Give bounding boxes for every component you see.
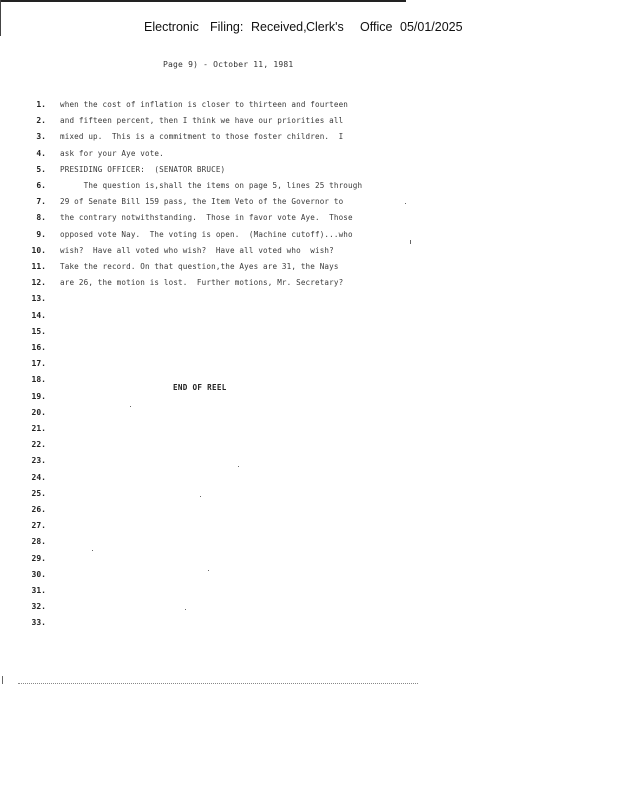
line-number: 16. [31, 343, 46, 352]
stamp-electronic: Electronic [144, 20, 199, 34]
line-number: 10. [31, 245, 46, 255]
line-number: 11. [31, 262, 46, 271]
line-number: 33. [31, 618, 46, 628]
transcript-line [0, 618, 618, 632]
line-text: wish? Have all voted who wish? Have all voted who wish? [60, 245, 334, 255]
transcript-line [0, 116, 618, 130]
scan-top-border [0, 0, 406, 2]
line-number: 30. [31, 569, 46, 579]
line-number: 21. [31, 424, 46, 433]
line-number: 12. [31, 278, 46, 288]
transcript-line [0, 505, 618, 519]
transcript-line [0, 246, 618, 260]
line-number: 28. [31, 537, 46, 547]
line-number: 24. [31, 472, 46, 482]
line-number: 4. [36, 148, 46, 158]
line-text: The question is,shall the items on page 5, lines 25 through [60, 181, 363, 190]
transcript-line [0, 554, 618, 568]
scan-speck [185, 609, 186, 610]
line-text: opposed vote Nay. The voting is open. (Machine cutoff)...who [60, 229, 353, 239]
transcript-line [0, 359, 618, 373]
scan-speck [208, 570, 209, 571]
transcript-line [0, 343, 618, 357]
transcript-line [0, 424, 618, 438]
line-number: 6. [36, 181, 46, 190]
transcript-line [0, 181, 618, 195]
scan-speck [200, 496, 201, 497]
transcript-line [0, 456, 618, 470]
transcript-line [0, 278, 618, 292]
transcript-line [0, 392, 618, 406]
line-number: 8. [36, 213, 46, 223]
scan-speck [410, 240, 411, 244]
line-text: PRESIDING OFFICER: (SENATOR BRUCE) [60, 164, 226, 174]
transcript-line [0, 311, 618, 325]
scan-bottom-noise [18, 683, 418, 690]
transcript-line [0, 473, 618, 487]
end-of-reel: END OF REEL [173, 383, 227, 392]
line-number: 2. [36, 116, 46, 126]
line-number: 25. [31, 488, 46, 498]
line-number: 23. [31, 456, 46, 466]
scan-speck [238, 466, 239, 467]
line-number: 31. [31, 586, 46, 595]
line-number: 5. [36, 164, 46, 174]
transcript-line [0, 408, 618, 422]
line-text: mixed up. This is a commitment to those foster children. I [60, 132, 344, 142]
line-number: 9. [36, 229, 46, 239]
line-number: 14. [31, 310, 46, 320]
line-number: 3. [36, 132, 46, 142]
transcript-line [0, 100, 618, 114]
scan-speck [92, 550, 93, 551]
transcript-line [0, 165, 618, 179]
line-number: 13. [31, 294, 46, 304]
transcript-line [0, 440, 618, 454]
line-number: 17. [31, 359, 46, 369]
line-number: 18. [31, 375, 46, 385]
transcript-line [0, 230, 618, 244]
stamp-clerks: Clerk's [306, 20, 344, 34]
line-number: 27. [31, 521, 46, 531]
line-number: 29. [31, 553, 46, 563]
line-text: Take the record. On that question,the Ayes are 31, the Nays [60, 262, 339, 271]
line-text: are 26, the motion is lost. Further motions, Mr. Secretary? [60, 278, 344, 288]
transcript-line [0, 294, 618, 308]
transcript-line [0, 149, 618, 163]
line-text: and fifteen percent, then I think we have our priorities all [60, 116, 344, 126]
transcript-line [0, 489, 618, 503]
line-number: 19. [31, 391, 46, 401]
stamp-received: Received, [251, 20, 307, 34]
transcript-line [0, 586, 618, 600]
transcript-line [0, 327, 618, 341]
stamp-office: Office [360, 20, 393, 34]
line-number: 1. [36, 100, 46, 109]
transcript-line [0, 602, 618, 616]
transcript-line [0, 213, 618, 227]
line-number: 7. [36, 197, 46, 207]
transcript-line [0, 521, 618, 535]
transcript-line [0, 570, 618, 584]
line-number: 26. [31, 505, 46, 514]
transcript-line [0, 262, 618, 276]
scan-speck [405, 203, 406, 204]
line-text: the contrary notwithstanding. Those in favor vote Aye. Those [60, 213, 353, 223]
scan-speck [2, 676, 3, 684]
line-text: when the cost of inflation is closer to thirteen and fourteen [60, 100, 349, 109]
line-number: 22. [31, 440, 46, 450]
line-number: 20. [31, 407, 46, 417]
line-text: 29 of Senate Bill 159 pass, the Item Veto of the Governor to [60, 197, 344, 207]
scan-speck [130, 406, 131, 407]
stamp-date: 05/01/2025 [400, 20, 463, 34]
transcript-line [0, 197, 618, 211]
line-text: ask for your Aye vote. [60, 148, 164, 158]
line-number: 15. [31, 326, 46, 336]
transcript-line [0, 375, 618, 389]
scan-left-mark [0, 0, 1, 36]
stamp-filing: Filing: [210, 20, 244, 34]
page-reference: Page 9) - October 11, 1981 [163, 60, 294, 69]
transcript-line [0, 132, 618, 146]
line-number: 32. [31, 602, 46, 612]
